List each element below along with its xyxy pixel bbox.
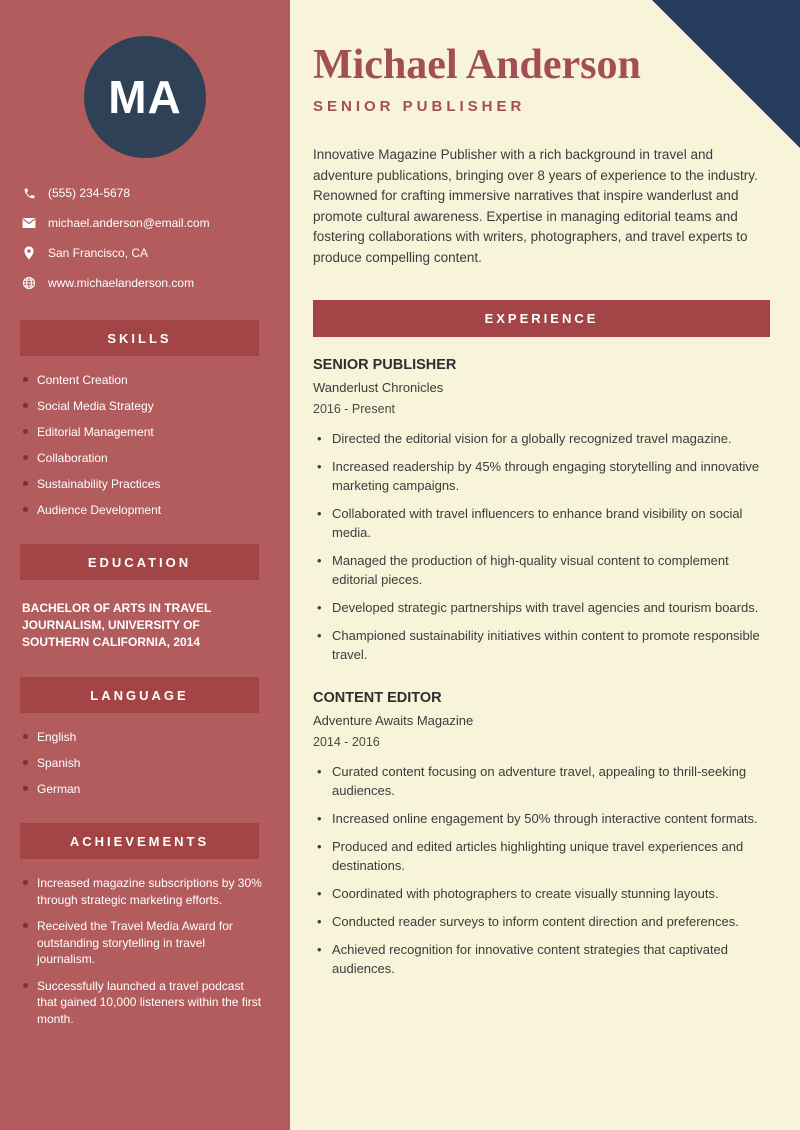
skills-section xyxy=(0,320,290,518)
bullet-item: • Coordinated with photographers to create visually stunning layouts. xyxy=(317,884,770,903)
job-company: Adventure Awaits Magazine xyxy=(313,713,474,728)
bullet-item: • Directed the editorial vision for a globally recognized travel magazine. xyxy=(317,429,770,448)
education-text: BACHELOR OF ARTS IN TRAVEL JOURNALISM, UNIVERSITY OF SOUTHERN CALIFORNIA, 2014 xyxy=(22,601,212,649)
bullet-item: • Developed strategic partnerships with travel agencies and tourism boards. xyxy=(317,598,770,617)
contact-row-email[interactable] xyxy=(22,216,272,230)
contact-row-location xyxy=(22,246,272,260)
bullet-item: • Championed sustainability initiatives within content to promote responsible travel. xyxy=(317,626,770,664)
language-item: Spanish xyxy=(22,755,266,771)
language-item: German xyxy=(22,781,266,797)
achievements-list xyxy=(0,875,290,1027)
job-dates: 2014 - 2016 xyxy=(313,735,380,749)
skill-item: Content Creation xyxy=(22,372,266,388)
email-icon xyxy=(22,216,36,230)
job-entry-senior-publisher xyxy=(313,357,770,664)
email-text[interactable]: michael.anderson@email.com xyxy=(48,216,210,230)
job-bullets xyxy=(313,429,770,664)
skill-item: Sustainability Practices xyxy=(22,476,266,492)
job-company: Wanderlust Chronicles xyxy=(313,380,444,395)
language-header: LANGUAGE xyxy=(20,677,259,713)
bullet-item: • Achieved recognition for innovative content strategies that captivated audiences. xyxy=(317,940,770,978)
bullet-item: • Conducted reader surveys to inform content direction and preferences. xyxy=(317,912,770,931)
avatar-initials: MA xyxy=(108,71,182,123)
skills-list xyxy=(0,372,290,518)
language-list xyxy=(0,729,290,797)
role-subtitle: SENIOR PUBLISHER xyxy=(313,98,526,115)
page-title-name: Michael Anderson xyxy=(313,42,641,88)
job-title: SENIOR PUBLISHER xyxy=(313,357,457,373)
job-entry-content-editor xyxy=(313,690,770,978)
education-section xyxy=(0,544,290,651)
skill-item: Audience Development xyxy=(22,502,266,518)
contact-list xyxy=(0,186,290,290)
sidebar xyxy=(0,0,290,1130)
job-title: CONTENT EDITOR xyxy=(313,690,442,706)
achievement-item: Increased magazine subscriptions by 30% through strategic marketing efforts. xyxy=(22,875,266,908)
bullet-item: • Collaborated with travel influencers to enhance brand visibility on social media. xyxy=(317,504,770,542)
achievement-item: Successfully launched a travel podcast that gained 10,000 listeners within the first month. xyxy=(22,978,266,1028)
website-globe-icon xyxy=(22,276,36,290)
achievement-item: Received the Travel Media Award for outstanding storytelling in travel journalism. xyxy=(22,918,266,968)
contact-row-website[interactable] xyxy=(22,276,272,290)
skills-header: SKILLS xyxy=(20,320,259,356)
job-bullets xyxy=(313,762,770,978)
language-section xyxy=(0,677,290,797)
main-content xyxy=(290,0,800,1130)
skill-item: Collaboration xyxy=(22,450,266,466)
education-header: EDUCATION xyxy=(20,544,259,580)
achievements-section xyxy=(0,823,290,1027)
bullet-item: • Curated content focusing on adventure travel, appealing to thrill-seeking audiences. xyxy=(317,762,770,800)
phone-text: (555) 234-5678 xyxy=(48,186,131,200)
skill-item: Social Media Strategy xyxy=(22,398,266,414)
bullet-item: • Produced and edited articles highlighting unique travel experiences and destinations. xyxy=(317,837,770,875)
website-text[interactable]: www.michaelanderson.com xyxy=(48,276,195,290)
phone-icon xyxy=(22,186,36,200)
contact-row-phone xyxy=(22,186,272,200)
skill-item: Editorial Management xyxy=(22,424,266,440)
location-icon xyxy=(22,246,36,260)
experience-header: EXPERIENCE xyxy=(313,300,770,337)
bullet-item: • Increased online engagement by 50% through interactive content formats. xyxy=(317,809,770,828)
achievements-header: ACHIEVEMENTS xyxy=(20,823,259,859)
job-dates: 2016 - Present xyxy=(313,402,395,416)
bullet-item: • Increased readership by 45% through engaging storytelling and innovative marketing campaigns. xyxy=(317,457,770,495)
summary-text: Innovative Magazine Publisher with a rich background in travel and adventure publications, bringing over 8 years of experience to the industry. Renowned for crafting immersive narratives that inspire wanderlust and promote cultural awareness. Expertise in managing editorial teams and fostering collaborations with writers, photographers, and travel experts to produce compelling content. xyxy=(313,147,758,265)
bullet-item: • Managed the production of high-quality visual content to complement editorial pieces. xyxy=(317,551,770,589)
avatar xyxy=(84,36,206,158)
language-item: English xyxy=(22,729,266,745)
location-text: San Francisco, CA xyxy=(48,246,149,260)
